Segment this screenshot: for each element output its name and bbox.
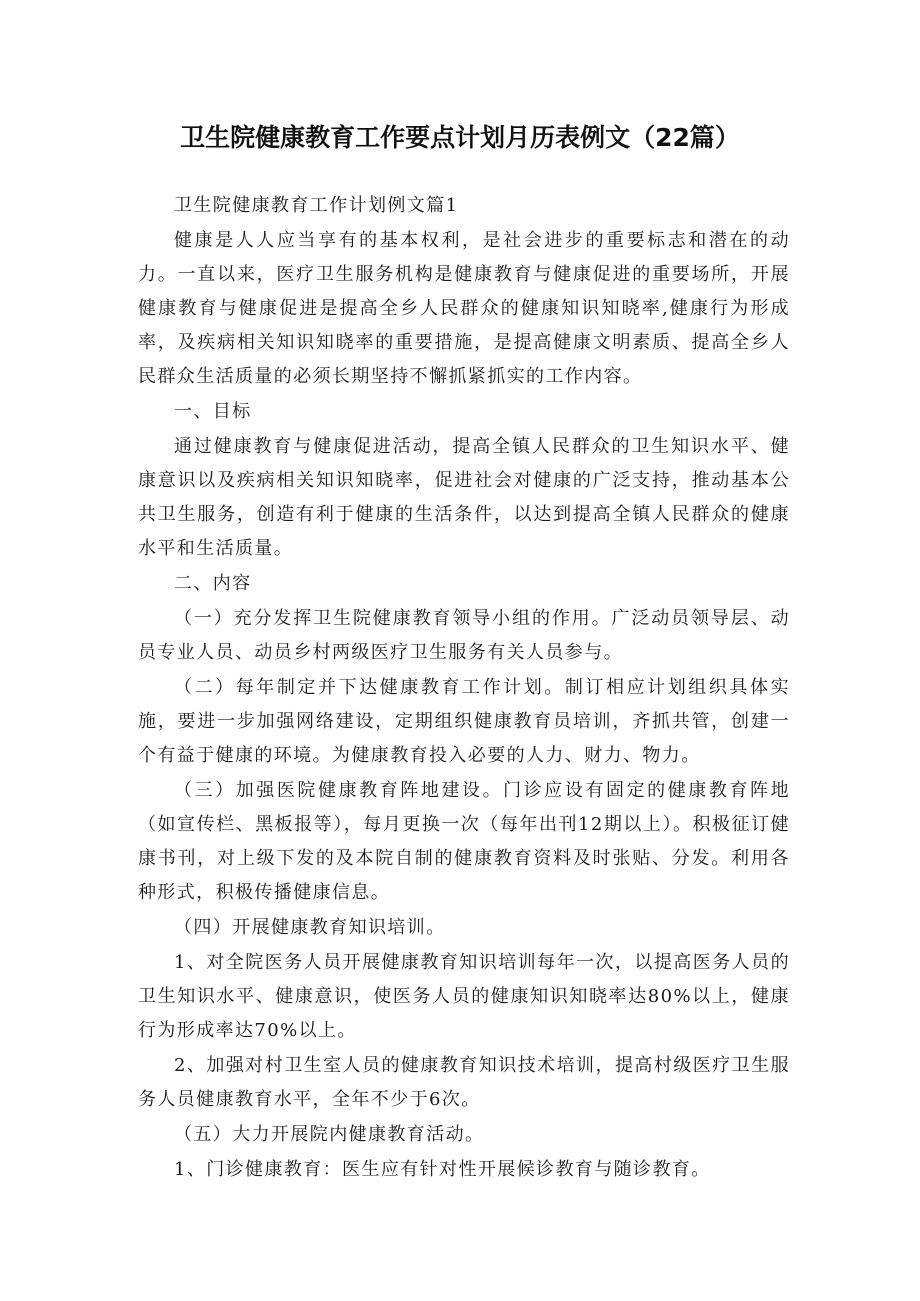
heading-goal: 一、目标: [174, 401, 252, 422]
paragraph-goal: 通过健康教育与健康促进活动，提高全镇人民群众的卫生知识水平、健康意识以及疾病相关知识知晓率，促进社会对健康的广泛支持，推动基本公共卫生服务，创造有利于健康的生活条件，以达到提高全镇人民群众的健康水平和生活质量。: [138, 436, 790, 559]
paragraph-item-2: （二）每年制定并下达健康教育工作计划。制订相应计划组织具体实施，要进一步加强网络建设，定期组织健康教育员培训，齐抓共管，创建一个有益于健康的环境。为健康教育投入必要的人力、财力、物力。: [138, 677, 790, 766]
paragraph-item-5: （五）大力开展院内健康教育活动。: [174, 1124, 485, 1145]
heading-content: 二、内容: [174, 573, 252, 594]
paragraph-item-3: （三）加强医院健康教育阵地建设。门诊应设有固定的健康教育阵地（如宣传栏、黑板报等），每月更换一次（每年出刊12期以上）。积极征订健康书刊，对上级下发的及本院自制的健康教育资料及时张贴、分发。利用各种形式，积极传播健康信息。: [138, 780, 790, 903]
document-title: 卫生院健康教育工作要点计划月历表例文（22篇）: [180, 123, 740, 152]
paragraph-outpatient: 1、门诊健康教育：医生应有针对性开展候诊教育与随诊教育。: [174, 1159, 711, 1180]
document-body: [138, 189, 790, 1187]
paragraph-item-1: （一）充分发挥卫生院健康教育领导小组的作用。广泛动员领导层、动员专业人员、动员乡村两级医疗卫生服务有关人员参与。: [138, 608, 790, 663]
paragraph-item-4: （四）开展健康教育知识培训。: [174, 917, 446, 938]
paragraph-intro: 健康是人人应当享有的基本权利，是社会进步的重要标志和潜在的动力。一直以来，医疗卫生服务机构是健康教育与健康促进的重要场所，开展健康教育与健康促进是提高全乡人民群众的健康知识知晓率,健康行为形成率，及疾病相关知识知晓率的重要措施，是提高健康文明素质、提高全乡人民群众生活质量的必须长期坚持不懈抓紧抓实的工作内容。: [138, 230, 790, 387]
paragraph-training-2: 2、加强对村卫生室人员的健康教育知识技术培训，提高村级医疗卫生服务人员健康教育水平，全年不少于6次。: [138, 1055, 790, 1110]
section-heading: 卫生院健康教育工作计划例文篇1: [174, 195, 459, 216]
paragraph-training-1: 1、对全院医务人员开展健康教育知识培训每年一次，以提高医务人员的卫生知识水平、健康意识，使医务人员的健康知识知晓率达80%以上，健康行为形成率达70%以上。: [138, 952, 790, 1041]
